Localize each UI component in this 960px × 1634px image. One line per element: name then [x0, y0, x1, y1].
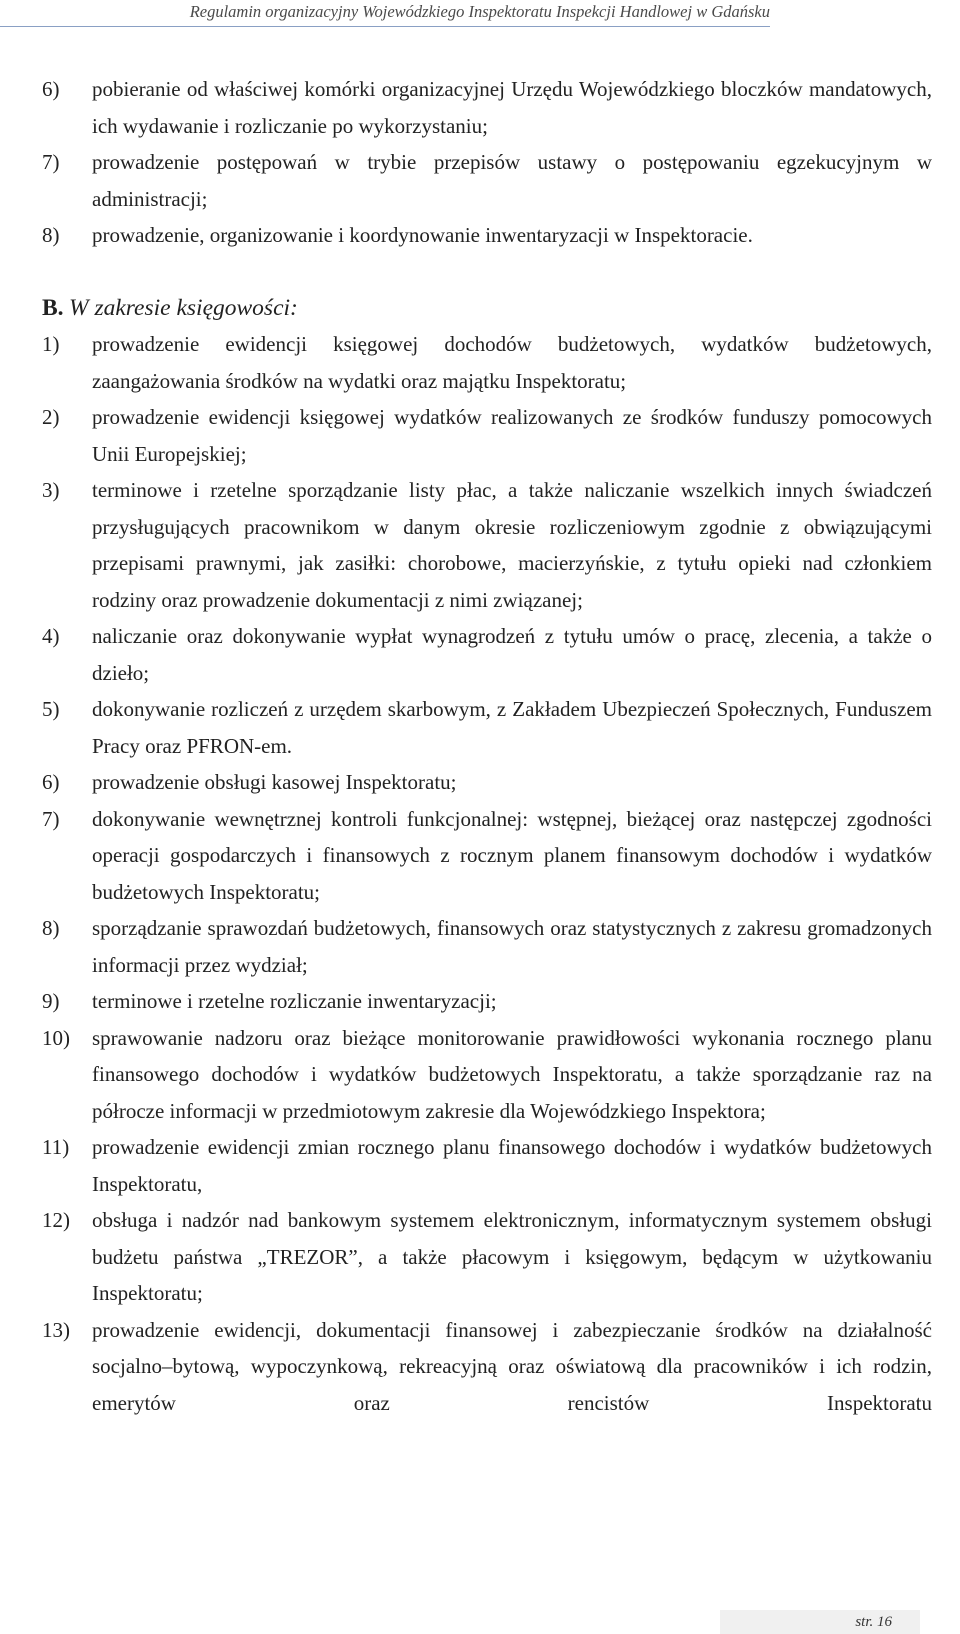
item-number: 11) — [42, 1135, 70, 1159]
item-number: 6) — [42, 77, 60, 101]
list-item — [42, 910, 932, 983]
item-number: 2) — [42, 405, 60, 429]
item-text: sporządzanie sprawozdań budżetowych, finansowych oraz statystycznych z zakresu gromadzonych informacji przez wydział; — [92, 916, 932, 977]
item-number: 9) — [42, 989, 60, 1013]
list-item — [42, 217, 932, 254]
item-number: 6) — [42, 770, 60, 794]
item-number: 7) — [42, 806, 60, 831]
item-text: terminowe i rzetelne sporządzanie listy płac, a także naliczanie wszelkich innych świadczeń przysługujących pracownikom w danym okresie rozliczeniowym zgodnie z obwiązującymi przepisami prawnymi, jak zasiłki: chorobowe, macierzyńskie, z tytułu opieki nad członkiem rodziny oraz prowadzenie dokumentacji z nimi związanej; — [92, 478, 932, 612]
section-letter: B. — [42, 294, 64, 321]
item-text: prowadzenie postępowań w trybie przepisów ustawy o postępowaniu egzekucyjnym w administracji; — [92, 150, 932, 211]
list-item — [42, 801, 932, 911]
list-item — [42, 1020, 932, 1130]
list-item — [42, 983, 932, 1020]
item-text: dokonywanie rozliczeń z urzędem skarbowym, z Zakładem Ubezpieczeń Społecznych, Funduszem Pracy oraz PFRON-em. — [92, 697, 932, 758]
list-item — [42, 618, 932, 691]
list-item — [42, 1202, 932, 1312]
list-item — [42, 399, 932, 472]
list-item — [42, 71, 932, 144]
item-text: dokonywanie wewnętrznej kontroli funkcjonalnej: wstępnej, bieżącej oraz następczej zgodności operacji gospodarczych i finansowych z rocznym planem finansowym dochodów i wydatków budżetowych Inspektoratu; — [92, 806, 932, 904]
list-item — [42, 1312, 932, 1422]
item-text: sprawowanie nadzoru oraz bieżące monitorowanie prawidłowości wykonania rocznego planu finansowego dochodów i wydatków budżetowych Inspektoratu, a także sporządzanie raz na półrocze informacji w przedmiotowym zakresie dla Wojewódzkiego Inspektora; — [92, 1025, 932, 1123]
item-text: prowadzenie obsługi kasowej Inspektoratu; — [92, 770, 457, 794]
item-number: 4) — [42, 624, 60, 648]
list-item — [42, 472, 932, 618]
item-text: prowadzenie, organizowanie i koordynowanie inwentaryzacji w Inspektoracie. — [92, 223, 753, 247]
item-text: pobieranie od właściwej komórki organizacyjnej Urzędu Wojewódzkiego bloczków mandatowych, ich wydawanie i rozliczanie po wykorzystaniu; — [92, 77, 932, 138]
item-number: 10) — [42, 1025, 70, 1050]
list-item — [42, 326, 932, 399]
item-number: 8) — [42, 916, 60, 940]
item-number: 13) — [42, 1317, 70, 1342]
item-number: 7) — [42, 150, 60, 174]
page-footer — [720, 1610, 920, 1634]
section-title: W zakresie księgowości: — [69, 294, 298, 321]
section-heading — [42, 290, 932, 327]
item-number: 8) — [42, 223, 60, 247]
item-text: obsługa i nadzór nad bankowym systemem elektronicznym, informatycznym systemem obsługi budżetu państwa „TREZOR”, a także płacowym i księgowym, będącym w użytkowaniu Inspektoratu; — [92, 1208, 932, 1305]
item-text: prowadzenie ewidencji księgowej wydatków realizowanych ze środków funduszy pomocowych Unii Europejskiej; — [92, 405, 932, 466]
list-item — [42, 144, 932, 217]
document-body — [42, 71, 932, 1421]
item-text: naliczanie oraz dokonywanie wypłat wynagrodzeń z tytułu umów o pracę, zlecenia, a także o dzieło; — [92, 624, 932, 685]
item-number: 3) — [42, 478, 60, 502]
list-item — [42, 691, 932, 764]
item-number: 5) — [42, 697, 60, 721]
item-text: prowadzenie ewidencji księgowej dochodów budżetowych, wydatków budżetowych, zaangażowania środków na wydatki oraz majątku Inspektoratu; — [92, 332, 932, 393]
item-text: terminowe i rzetelne rozliczanie inwentaryzacji; — [92, 989, 497, 1013]
header-title: Regulamin organizacyjny Wojewódzkiego Inspektoratu Inspekcji Handlowej w Gdańsku — [189, 2, 770, 21]
list-item — [42, 764, 932, 801]
list-item — [42, 1129, 932, 1202]
item-text: prowadzenie ewidencji zmian rocznego planu finansowego dochodów i wydatków budżetowych Inspektoratu, — [92, 1135, 932, 1196]
item-number: 1) — [42, 332, 60, 356]
item-text: prowadzenie ewidencji, dokumentacji finansowej i zabezpieczanie środków na działalność socjalno–bytową, wypoczynkową, rekreacyjną oraz oświatową dla pracowników i ich rodzin, emerytów oraz rencistów Inspektoratu — [92, 1317, 932, 1415]
page-number: str. 16 — [855, 1614, 892, 1630]
item-number: 12) — [42, 1208, 70, 1232]
page-header — [0, 0, 770, 27]
